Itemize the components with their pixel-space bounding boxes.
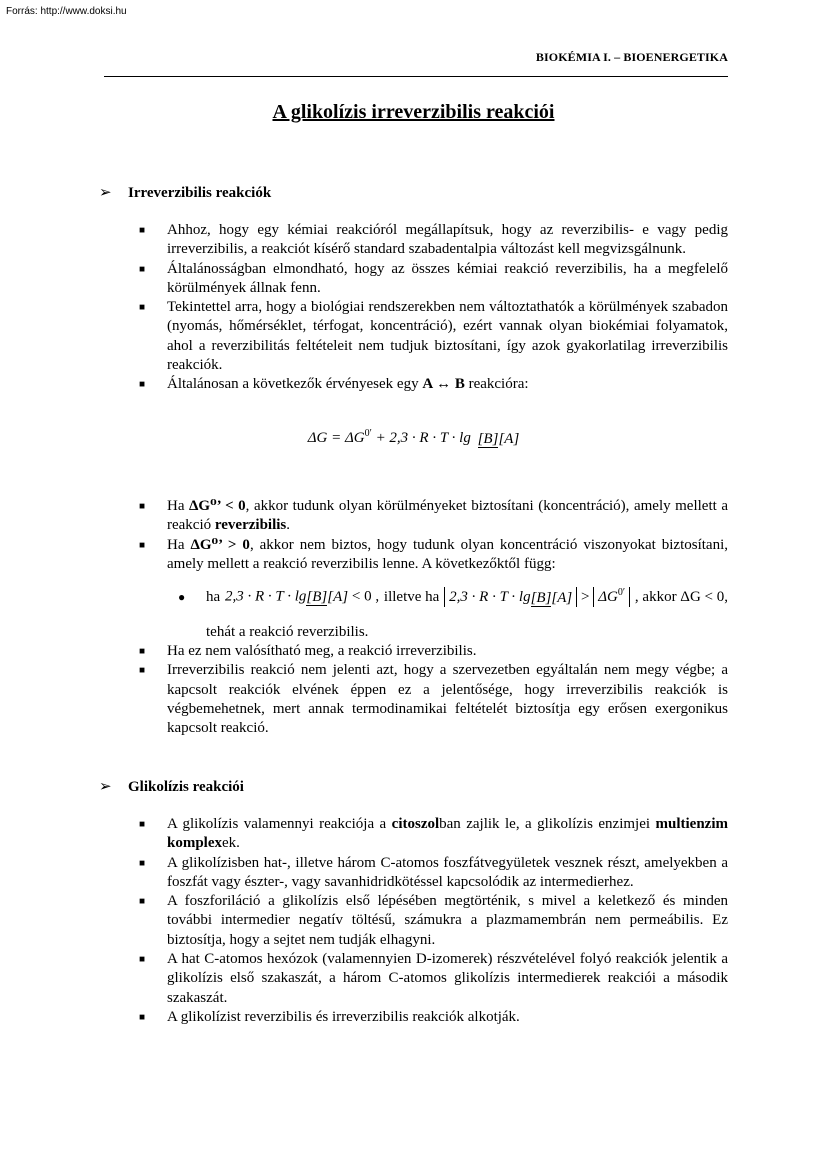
list-item-text: Általánosan a következők érvényesek egy: [167, 376, 423, 393]
list-item: [0, 497, 728, 536]
list-item-text: Ahhoz, hogy egy kémiai reakcióról megállapítsuk, hogy az reverzibilis- e vagy pedig irreverzibilis, a reakciót kísérő standard szabadentalpia változást kell megvizsgálnunk.: [167, 222, 728, 258]
list-item-text: Általánosságban elmondható, hogy az összes kémiai reakció reverzibilis, ha a megfelelő körülmények állnak fenn.: [167, 260, 728, 296]
expr-sup: 0′: [617, 587, 626, 599]
expr-text: ΔG: [598, 589, 618, 606]
condition-text: illetve ha: [383, 588, 440, 605]
list-item: [0, 375, 728, 394]
inequality: ΔG⁰’ < 0: [189, 498, 246, 514]
fraction-denominator: [A]: [327, 589, 349, 605]
square-bullet-icon: ■: [139, 501, 146, 512]
condition-list: [0, 497, 728, 574]
list-item-text: Tekintettel arra, hogy a biológiai rendszerekben nem változtathatók a körülmények szabadon (nyomás, hőmérséklet, térfogat, koncentráció), ezért vannak olyan biokémiai folyamatok, ahol a reverzibilitás feltételeit nem tudjuk biztosítani, így azok gyakorlatilag irreverzibilis reakciók.: [167, 299, 728, 374]
running-head: BIOKÉMIA I. – BIOENERGETIKA: [535, 50, 728, 64]
formula-sup: 0′: [364, 428, 372, 439]
irreversible-list: [0, 221, 728, 395]
expr-text: >: [581, 589, 590, 606]
condition-expression: [206, 575, 728, 619]
square-bullet-icon: ■: [139, 225, 146, 236]
reaction-label: A ↔ B: [422, 376, 465, 393]
formula-fraction: [478, 429, 520, 449]
irreversible-list-cont: [0, 642, 728, 738]
arrow-bullet-icon: ➢: [99, 779, 112, 795]
emphasis: multienzim komplex: [167, 816, 728, 852]
square-bullet-icon: ■: [139, 1011, 146, 1023]
list-item: [0, 892, 728, 950]
list-item-text: A foszforiláció a glikolízis első lépésében megtörténik, s mivel a keletkező és minden további intermedier negatív töltésű, számukra a plazmamembrán nem permeábilis. Ez biztosítja, hogy a sejtet nem tudják elhagyni.: [167, 893, 728, 948]
section-heading-irreversible: [99, 183, 271, 202]
condition-fraction: [306, 588, 348, 606]
list-item: [0, 260, 728, 299]
list-item-text: reakcióra:: [464, 376, 529, 393]
list-item-text: A glikolízisben hat-, illetve három C-atomos foszfátvegyületek vesznek részt, amelyekben a foszfát vagy észter-, vagy savanhidridkötéssel kapcsolódik az intermedierhez.: [167, 854, 728, 890]
fraction-denominator: [A]: [551, 589, 573, 606]
list-item: [0, 815, 728, 854]
fraction-numerator: [B]: [477, 430, 499, 447]
delta-g-formula: [0, 428, 827, 449]
list-item-text: ban zajlik le, a glikolízis enzimjei: [439, 816, 656, 832]
list-item: [0, 854, 728, 893]
list-item: [0, 298, 728, 375]
list-item: [0, 1008, 728, 1027]
formula-lhs: ΔG = ΔG: [307, 430, 365, 446]
list-item-text: .: [286, 517, 291, 534]
glycolysis-list: [0, 815, 728, 1027]
round-bullet-icon: ●: [178, 590, 186, 604]
list-item: [0, 642, 728, 661]
emphasis: citoszol: [391, 816, 440, 832]
header-rule: [104, 76, 728, 77]
absolute-value: [444, 587, 577, 607]
list-item-text: A glikolízist reverzibilis és irreverzibilis reakciók alkotják.: [167, 1008, 520, 1025]
condition-fraction: [531, 589, 573, 607]
square-bullet-icon: ■: [139, 896, 146, 908]
list-item: [0, 950, 728, 1008]
condition-expr-1: [225, 588, 379, 606]
list-item: [0, 661, 728, 738]
formula-rest: + 2,3 · R · T · lg: [371, 430, 471, 446]
condition-expr-2: [444, 587, 630, 607]
source-note: Forrás: http://www.doksi.hu: [6, 6, 127, 17]
list-item-text: Irreverzibilis reakció nem jelenti azt, hogy a szervezetben egyáltalán nem megy végbe; a kapcsolt reakciók elvének éppen ez a jelentősége, hogy irreverzibilis reakciók is végbemehetnek, mert annak termodinamikai feltételét biztosítja egy erősen exergonikus kapcsolt reakció.: [167, 662, 728, 737]
list-item-text: Ha ez nem valósítható meg, a reakció irreverzibilis.: [167, 643, 477, 659]
square-bullet-icon: ■: [139, 954, 146, 966]
section-heading-text: Glikolízis reakciói: [128, 779, 244, 795]
expr-text: 2,3 · R · T · lg: [449, 589, 531, 606]
expr-text: 2,3 · R · T · lg: [225, 588, 307, 605]
square-bullet-icon: ■: [139, 819, 146, 830]
list-item-text: , akkor nem biztos, hogy tudunk olyan koncentráció viszonyokat biztosítani, amely mellett a reakció reverzibilis lenne. A következőktől függ:: [167, 536, 728, 572]
inequality: ΔG⁰’ > 0: [190, 536, 250, 553]
arrow-bullet-icon: ➢: [99, 185, 112, 201]
fraction-numerator: [B]: [530, 589, 552, 606]
square-bullet-icon: ■: [139, 263, 146, 275]
square-bullet-icon: ■: [139, 857, 146, 869]
section-heading-text: Irreverzibilis reakciók: [128, 185, 272, 201]
condition-text: , akkor ΔG < 0,: [634, 588, 728, 605]
square-bullet-icon: ■: [139, 379, 146, 391]
square-bullet-icon: ■: [139, 665, 146, 677]
square-bullet-icon: ■: [139, 302, 146, 314]
square-bullet-icon: ■: [139, 539, 146, 551]
list-item-text: A glikolízis valamennyi reakciója a: [167, 816, 392, 832]
list-item-text: ek.: [222, 835, 240, 852]
fraction-numerator: [B]: [306, 589, 328, 605]
fraction-denominator: [A]: [498, 430, 520, 447]
section-heading-glycolysis: [99, 777, 244, 796]
condition-text: ha: [206, 588, 221, 605]
square-bullet-icon: ■: [139, 646, 146, 657]
absolute-value: [593, 587, 630, 607]
list-item-text: , akkor tudunk olyan körülményeket biztosítani (koncentráció), amely mellett a reakció: [167, 498, 728, 534]
emphasis: reverzibilis: [214, 517, 287, 534]
list-item-text: Ha: [167, 536, 191, 553]
page-title: A glikolízis irreverzibilis reakciói: [272, 101, 555, 123]
condition-conclusion: tehát a reakció reverzibilis.: [206, 624, 369, 640]
list-item: [0, 221, 728, 260]
list-item: [0, 536, 728, 575]
list-item-text: A hat C-atomos hexózok (valamennyien D-izomerek) részvételével folyó reakciók jelentik a glikolízis első szakaszát, a három C-atomos glikolízis intermedierek reakciói a második szakaszát.: [167, 951, 728, 1006]
expr-text: < 0 ,: [351, 588, 380, 605]
list-item-text: Ha: [167, 498, 190, 514]
